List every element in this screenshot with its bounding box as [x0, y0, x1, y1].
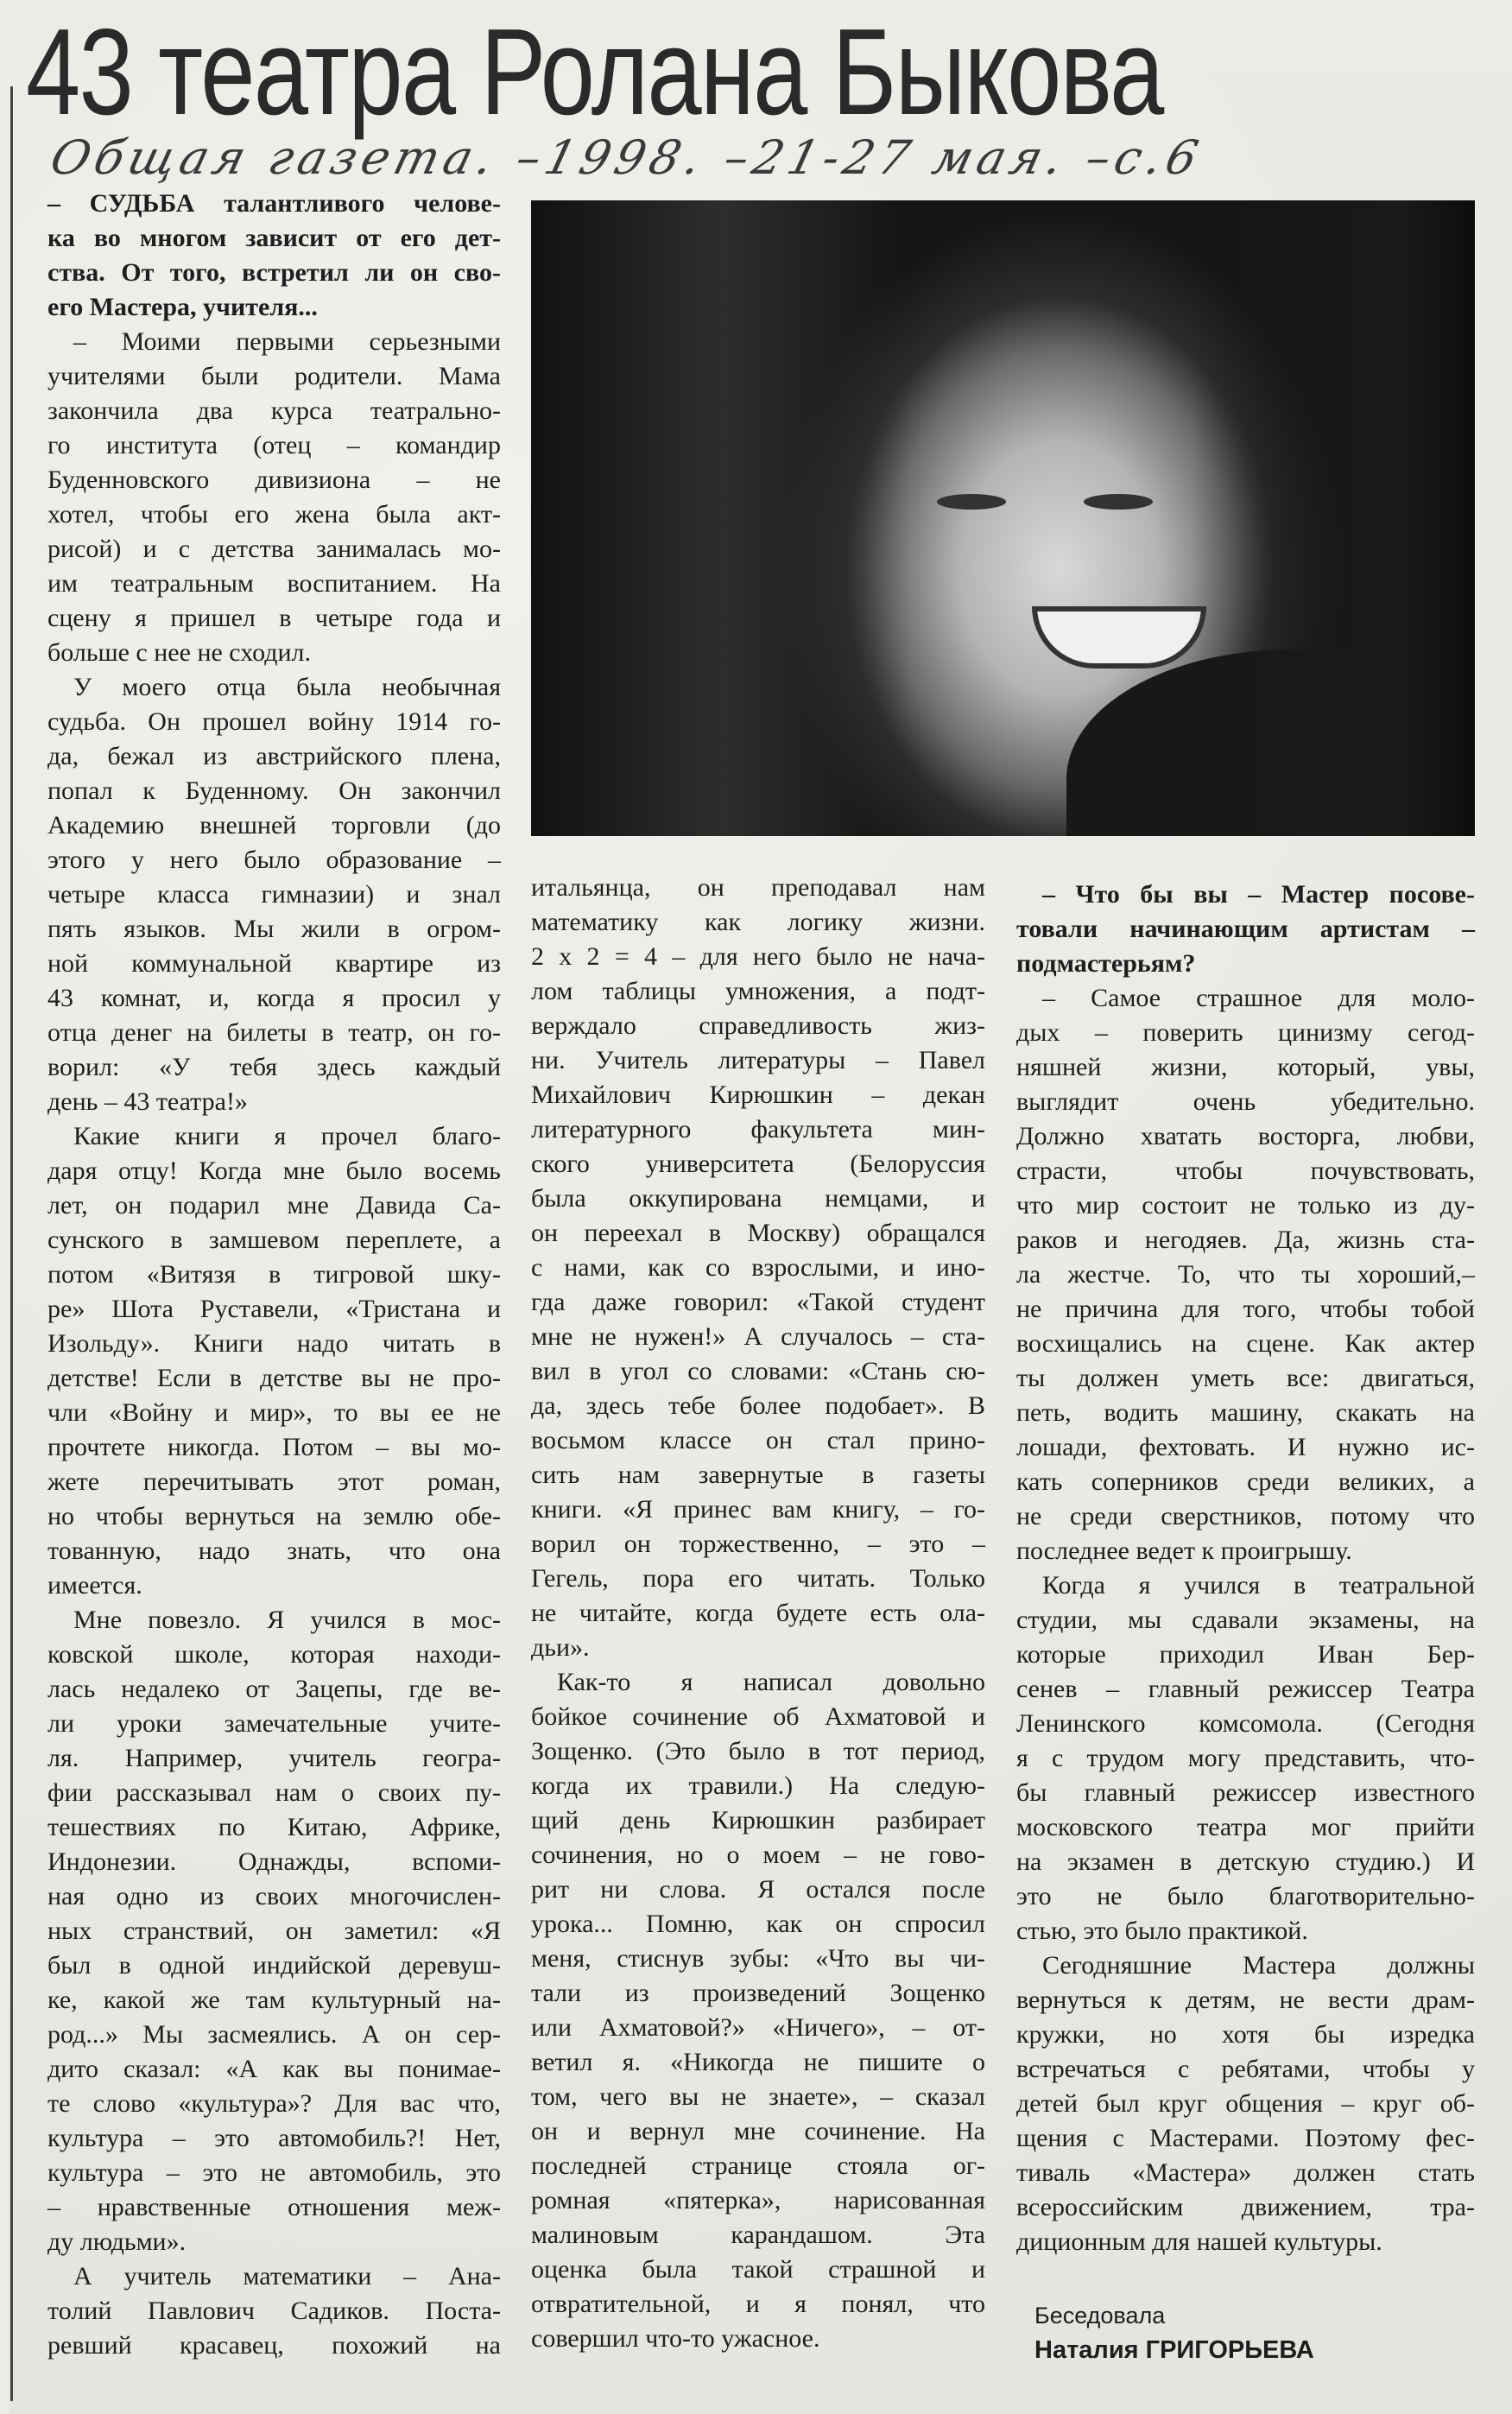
text-line: пять языков. Мы жили в огром- — [47, 915, 501, 943]
headline: 43 театра Ролана Быкова — [26, 3, 1163, 141]
text-line: – нравственные отношения меж- — [47, 2193, 501, 2221]
text-line: тиваль «Мастера» должен стать — [1016, 2158, 1475, 2187]
text-line: ства. От того, встретил ли он сво- — [47, 258, 501, 287]
text-line: верждало справедливость жиз- — [531, 1011, 985, 1040]
text-line: больше с нее не сходил. — [47, 638, 312, 667]
text-line: московского театра мог прийти — [1016, 1813, 1475, 1841]
text-line: да, здесь тебе более подобает». В — [531, 1391, 985, 1420]
text-line: выглядит очень убедительно. — [1016, 1087, 1475, 1116]
text-line: лом таблицы умножения, а подт- — [531, 977, 985, 1005]
paragraph — [1016, 1568, 1475, 1948]
text-line: толий Павлович Садиков. Поста- — [47, 2297, 501, 2325]
text-line: тованную, надо знать, что она — [47, 1536, 501, 1565]
text-line: кать соперников среди великих, а — [1016, 1467, 1475, 1496]
text-line: Гегель, пора его читать. Только — [531, 1564, 985, 1593]
text-line: была оккупирована немцами, и — [531, 1184, 985, 1213]
text-line: тали из произведений Зощенко — [531, 1979, 985, 2007]
text-line: всероссийским движением, тра- — [1016, 2193, 1475, 2221]
lead-question — [47, 187, 501, 325]
text-line: его Мастера, учителя... — [47, 293, 318, 321]
text-line: ных странствий, он заметил: «Я — [47, 1917, 501, 1945]
interview-question — [1016, 878, 1475, 981]
text-line: раков и негодяев. Да, жизнь ста- — [1016, 1226, 1475, 1254]
text-line: Мне повезло. Я учился в мос- — [73, 1606, 501, 1634]
text-line: щения с Мастерами. Поэтому фес- — [1016, 2124, 1475, 2152]
text-line: я с трудом могу представить, что- — [1016, 1744, 1475, 1772]
text-line: вил в угол со словами: «Стань сю- — [531, 1357, 985, 1385]
text-line: отца денег на билеты в театр, он го- — [47, 1018, 501, 1047]
text-line: это не было благотворительно- — [1016, 1882, 1475, 1910]
text-line: учителями были родители. Мама — [47, 362, 501, 390]
text-line: итальянца, он преподавал нам — [531, 873, 985, 902]
text-line: Сегодняшние Мастера должны — [1042, 1951, 1475, 1980]
portrait-photo — [531, 200, 1475, 836]
text-line: ка во многом зависит от его дет- — [47, 224, 501, 252]
photo-shading — [531, 200, 1475, 836]
text-line: бы главный режиссер известного — [1016, 1778, 1475, 1807]
byline-label: Беседовала — [1034, 2303, 1166, 2328]
text-line: судьба. Он прошел войну 1914 го- — [47, 707, 501, 736]
text-line: когда их травили.) На следую- — [531, 1771, 985, 1800]
paragraph — [1016, 1948, 1475, 2259]
text-line: даря отцу! Когда мне было восемь — [47, 1156, 501, 1185]
paragraph — [47, 1119, 501, 1603]
text-line: ского университета (Белоруссия — [531, 1150, 985, 1178]
text-line: потом «Витязя в тигровой шку- — [47, 1260, 501, 1289]
text-line: хотел, чтобы его жена была акт- — [47, 500, 501, 529]
text-line: ная одно из своих многочислен- — [47, 1882, 501, 1910]
text-line: ромная «пятерка», нарисованная — [531, 2186, 985, 2214]
paragraph — [531, 1665, 985, 2356]
text-line: стью, это было практикой. — [1016, 1917, 1308, 1945]
text-line: чли «Войну и мир», то вы ее не — [47, 1398, 501, 1427]
text-line: сенев – главный режиссер Театра — [1016, 1675, 1475, 1703]
text-line: детей был круг общения – круг об- — [1016, 2089, 1475, 2118]
text-line: Как-то я написал довольно — [557, 1668, 985, 1696]
text-line: последней странице стояла ог- — [531, 2151, 985, 2180]
text-line: жете перечитывать этот роман, — [47, 1467, 501, 1496]
text-line: с нами, как со взрослыми, и ино- — [531, 1253, 985, 1282]
text-line: студии, мы сдавали экзамены, на — [1016, 1606, 1475, 1634]
text-line: оценка была такой страшной и — [531, 2255, 985, 2284]
text-line: Ленинского комсомола. (Сегодня — [1016, 1709, 1475, 1738]
text-line: подмастерьям? — [1016, 949, 1196, 978]
text-line: рисой) и с детства занималась мо- — [47, 535, 501, 563]
paragraph — [47, 1603, 501, 2259]
text-line: ни. Учитель литературы – Павел — [531, 1046, 985, 1074]
text-line: восьмом классе он стал прино- — [531, 1426, 985, 1454]
text-line: встречаться с ребятами, чтобы у — [1016, 2055, 1475, 2083]
text-line: щий день Кирюшкин разбирает — [531, 1806, 985, 1834]
text-line: страсти, чтобы почувствовать, — [1016, 1156, 1475, 1185]
text-line: го института (отец – командир — [47, 431, 501, 459]
text-line: закончила два курса театрально- — [47, 396, 501, 425]
text-line: восхищались на сцене. Как актер — [1016, 1329, 1475, 1358]
text-line: дьи». — [531, 1633, 590, 1662]
text-line: Должно хватать восторга, любви, — [1016, 1122, 1475, 1150]
text-line: лошади, фехтовать. И нужно ис- — [1016, 1433, 1475, 1461]
text-line: он переехал в Москву) обращался — [531, 1219, 985, 1247]
text-line: Изольду». Книги надо читать в — [47, 1329, 501, 1358]
text-line: отвратительной, и я понял, что — [531, 2290, 985, 2318]
text-line: гда даже говорил: «Такой студент — [531, 1288, 985, 1316]
text-line: род...» Мы засмеялись. А он сер- — [47, 2020, 501, 2049]
text-line: рит ни слова. Я остался после — [531, 1875, 985, 1904]
text-line: 43 комнат, и, когда я просил у — [47, 984, 501, 1012]
text-line: – Что бы вы – Мастер посове- — [1042, 880, 1475, 909]
text-line: ревший красавец, похожий на — [47, 2331, 501, 2360]
text-line: фии рассказывал нам о своих пу- — [47, 1778, 501, 1807]
text-line: лась недалеко от Зацепы, где ве- — [47, 1675, 501, 1703]
text-line: том, чего вы не знаете», – сказал — [531, 2082, 985, 2111]
text-line: сить нам завернутые в газеты — [531, 1460, 985, 1489]
text-line: Михайлович Кирюшкин – декан — [531, 1080, 985, 1109]
text-line: урока... Помню, как он спросил — [531, 1910, 985, 1938]
text-line: ной коммунальной квартире из — [47, 949, 501, 978]
text-line: прочтете никогда. Потом – вы мо- — [47, 1433, 501, 1461]
text-line: попал к Буденному. Он закончил — [47, 776, 501, 805]
article-column-1 — [47, 187, 501, 2363]
text-line: ду людьми». — [47, 2227, 187, 2256]
text-line: Индонезии. Однажды, вспоми- — [47, 1847, 501, 1876]
text-line: Зощенко. (Это было в тот период, — [531, 1737, 985, 1765]
text-line: не причина для того, чтобы тобой — [1016, 1295, 1475, 1323]
text-line: не среди сверстников, потому что — [1016, 1502, 1475, 1530]
paragraph — [47, 2259, 501, 2363]
text-line: Когда я учился в театральной — [1042, 1571, 1475, 1600]
text-line: был в одной индийской деревуш- — [47, 1951, 501, 1980]
paragraph — [531, 871, 985, 1665]
paragraph — [47, 670, 501, 1119]
text-line: сцену я пришел в четыре года и — [47, 604, 501, 632]
text-line: дито сказал: «А как вы понимае- — [47, 2055, 501, 2083]
text-line: им театральным воспитанием. На — [47, 569, 501, 598]
text-line: Какие книги я прочел благо- — [73, 1122, 501, 1150]
text-line: – Моими первыми серьезными — [73, 327, 501, 356]
text-line: культура – это автомобиль?! Нет, — [47, 2124, 501, 2152]
text-line: – Самое страшное для моло- — [1042, 984, 1475, 1012]
text-line: ла жестче. То, что ты хороший,– — [1016, 1260, 1475, 1289]
text-line: мне не нужен!» А случалось – ста- — [531, 1322, 985, 1351]
text-line: что мир состоит не только из ду- — [1016, 1191, 1475, 1220]
text-line: ветил я. «Никогда не пишите о — [531, 2048, 985, 2076]
text-line: Академию внешней торговли (до — [47, 811, 501, 840]
article-column-3 — [1016, 878, 1475, 2259]
text-line: ке, какой же там культурный на- — [47, 1986, 501, 2014]
text-line: малиновым карандашом. Эта — [531, 2221, 985, 2249]
text-line: ля. Например, учитель геогра- — [47, 1744, 501, 1772]
text-line: да, бежал из австрийского плена, — [47, 742, 501, 770]
text-line: ре» Шота Руставели, «Тристана и — [47, 1295, 501, 1323]
text-line: ворил: «У тебя здесь каждый — [47, 1053, 501, 1081]
byline-author: Наталия ГРИГОРЬЕВА — [1034, 2336, 1314, 2364]
text-line: имеется. — [47, 1571, 142, 1600]
text-line: этого у него было образование – — [47, 846, 501, 874]
article-column-2 — [531, 871, 985, 2356]
text-line: меня, стиснув зубы: «Что вы чи- — [531, 1944, 985, 1973]
text-line: но чтобы вернуться на землю обе- — [47, 1502, 501, 1530]
text-line: лет, он подарил мне Давида Са- — [47, 1191, 501, 1220]
text-line: культура – это не автомобиль, это — [47, 2158, 501, 2187]
text-line: кружки, но хотя бы изредка — [1016, 2020, 1475, 2049]
text-line: товали начинающим артистам – — [1016, 915, 1475, 943]
text-line: сунского в замшевом переплете, а — [47, 1226, 501, 1254]
paragraph — [1016, 981, 1475, 1568]
text-line: которые приходил Иван Бер- — [1016, 1640, 1475, 1669]
text-line: математику как логику жизни. — [531, 908, 985, 936]
paragraph — [47, 325, 501, 670]
text-line: – СУДЬБА талантливого челове- — [47, 189, 501, 218]
text-line: вернуться к детям, не вести драм- — [1016, 1986, 1475, 2014]
column-rule — [10, 86, 13, 2401]
text-line: тешествиях по Китаю, Африке, — [47, 1813, 501, 1841]
text-line: ты должен уметь все: двигаться, — [1016, 1364, 1475, 1392]
text-line: совершил что-то ужасное. — [531, 2324, 820, 2353]
text-line: петь, водить машину, скакать на — [1016, 1398, 1475, 1427]
text-line: сочинения, но о моем – не гово- — [531, 1841, 985, 1869]
text-line: диционным для нашей культуры. — [1016, 2227, 1382, 2256]
text-line: книги. «Я принес вам книгу, – го- — [531, 1495, 985, 1524]
text-line: четыре класса гимназии) и знал — [47, 880, 501, 909]
text-line: ворил он торжественно, – это – — [531, 1530, 985, 1558]
text-line: Буденновского дивизиона – не — [47, 466, 501, 494]
text-line: или Ахматовой?» «Ничего», – от- — [531, 2013, 985, 2042]
text-line: ковской школе, которая находи- — [47, 1640, 501, 1669]
text-line: А учитель математики – Ана- — [73, 2262, 501, 2290]
handwritten-citation: Общая газета. –1998. –21-27 мая. –с.6 — [45, 130, 1209, 185]
text-line: дых – поверить цинизму сегод- — [1016, 1018, 1475, 1047]
text-line: на экзамен в детскую студию.) И — [1016, 1847, 1475, 1876]
text-line: те слово «культура»? Для вас что, — [47, 2089, 501, 2118]
text-line: не читайте, когда будете есть ола- — [531, 1599, 985, 1627]
text-line: няшней жизни, который, увы, — [1016, 1053, 1475, 1081]
text-line: последнее ведет к проигрышу. — [1016, 1536, 1352, 1565]
text-line: ли уроки замечательные учите- — [47, 1709, 501, 1738]
text-line: он и вернул мне сочинение. На — [531, 2117, 985, 2145]
text-line: день – 43 театра!» — [47, 1087, 248, 1116]
text-line: 2 х 2 = 4 – для него было не нача- — [531, 942, 985, 971]
text-line: литературного факультета мин- — [531, 1115, 985, 1144]
text-line: У моего отца была необычная — [73, 673, 501, 701]
text-line: бойкое сочинение об Ахматовой и — [531, 1702, 985, 1731]
text-line: детстве! Если в детстве вы не про- — [47, 1364, 501, 1392]
